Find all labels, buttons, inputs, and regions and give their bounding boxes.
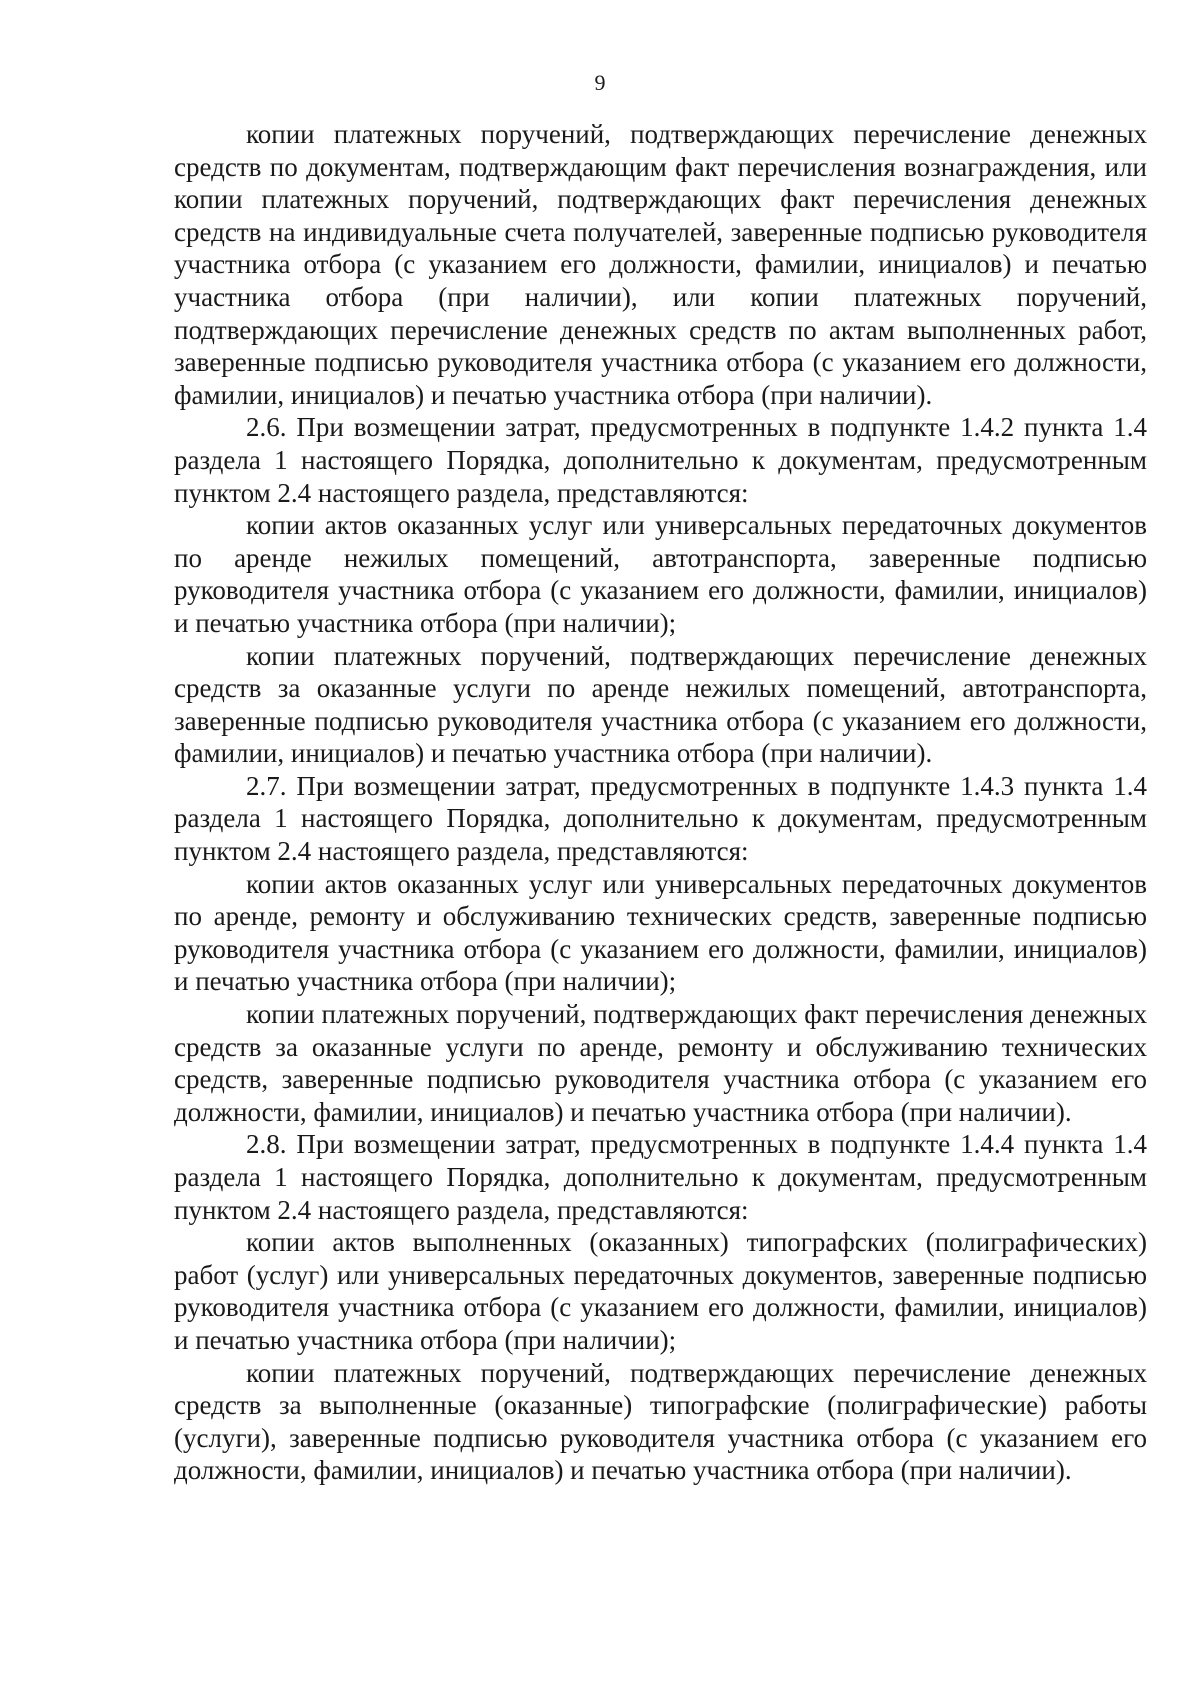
paragraph-2-7: 2.7. При возмещении затрат, предусмотренных в подпункте 1.4.3 пункта 1.4 раздела 1 настоящего Порядка, дополнительно к документам, предусмотренным пунктом 2.4 настоящего раздела, представляются: [174,770,1147,867]
paragraph-2-8-payments: копии платежных поручений, подтверждающих перечисление денежных средств за выполненные (оказанные) типографские (полиграфические) работы (услуги), заверенные подписью руководителя участника отбора (с указанием его должности, фамилии, инициалов) и печатью участника отбора (при наличии). [174,1357,1147,1486]
paragraph-2-7-payments: копии платежных поручений, подтверждающих факт перечисления денежных средств за оказанные услуги по аренде, ремонту и обслуживанию технических средств, заверенные подписью руководителя участника отбора (с указанием его должности, фамилии, инициалов) и печатью участника отбора (при наличии). [174,999,1147,1127]
paragraph-payment-orders-intro: копии платежных поручений, подтверждающих перечисление денежных средств по документам, подтверждающим факт перечисления вознаграждения, или копии платежных поручений, подтверждающих факт перечисления денежных средств на индивидуальные счета получателей, заверенные подписью руководителя участника отбора (с указанием его должности, фамилии, инициалов) и печатью участника отбора (при наличии), или копии платежных поручений, подтверждающих перечисление денежных средств по актам выполненных работ, заверенные подписью руководителя участника отбора (с указанием его должности, фамилии, инициалов) и печатью участника отбора (при наличии). [174,119,1147,410]
document-body [174,118,1147,1487]
paragraph-2-6-acts: копии актов оказанных услуг или универсальных передаточных документов по аренде нежилых помещений, автотранспорта, заверенные подписью руководителя участника отбора (с указанием его должности, фамилии, инициалов) и печатью участника отбора (при наличии); [174,510,1147,638]
paragraph-2-6-payments: копии платежных поручений, подтверждающих перечисление денежных средств за оказанные услуги по аренде нежилых помещений, автотранспорта, заверенные подписью руководителя участника отбора (с указанием его должности, фамилии, инициалов) и печатью участника отбора (при наличии). [174,640,1147,769]
paragraph-2-8: 2.8. При возмещении затрат, предусмотренных в подпункте 1.4.4 пункта 1.4 раздела 1 настоящего Порядка, дополнительно к документам, предусмотренным пунктом 2.4 настоящего раздела, представляются: [174,1129,1147,1225]
paragraph-2-8-acts: копии актов выполненных (оказанных) типографских (полиграфических) работ (услуг) или универсальных передаточных документов, заверенные подписью руководителя участника отбора (с указанием его должности, фамилии, инициалов) и печатью участника отбора (при наличии); [174,1227,1147,1355]
paragraph-2-6: 2.6. При возмещении затрат, предусмотренных в подпункте 1.4.2 пункта 1.4 раздела 1 настоящего Порядка, дополнительно к документам, предусмотренным пунктом 2.4 настоящего раздела, представляются: [174,412,1147,508]
paragraph-2-7-acts: копии актов оказанных услуг или универсальных передаточных документов по аренде, ремонту и обслуживанию технических средств, заверенные подписью руководителя участника отбора (с указанием его должности, фамилии, инициалов) и печатью участника отбора (при наличии); [174,868,1147,997]
page-number: 9 [594,70,606,95]
